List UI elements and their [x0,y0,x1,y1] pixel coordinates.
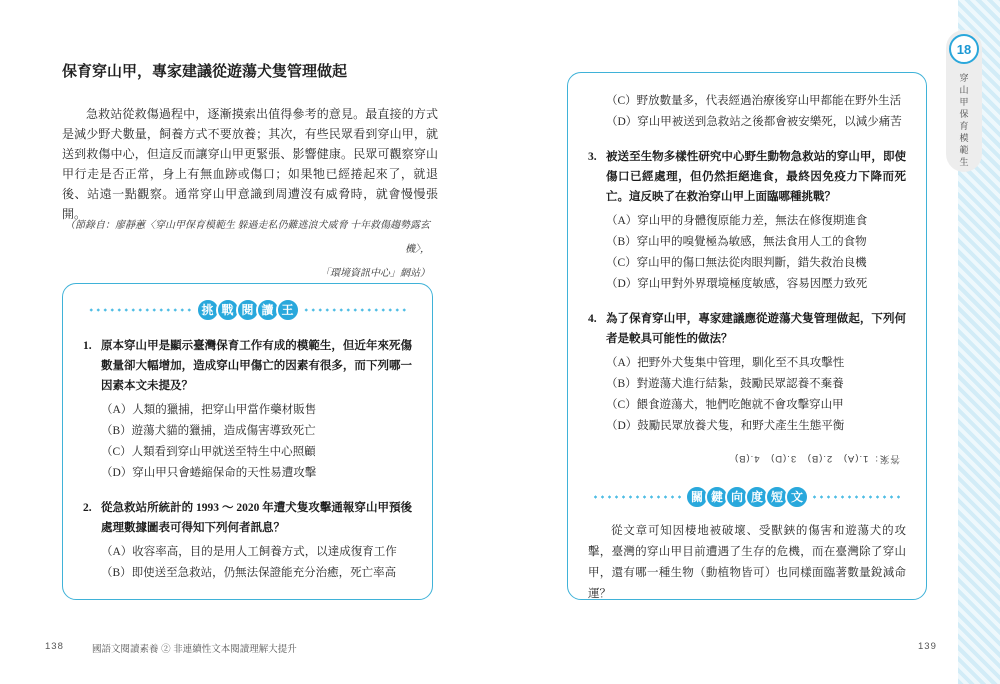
question-4 [588,309,906,437]
option-a: （A）人類的獵捕，把穿山甲當作藥材販售 [101,404,317,416]
dotted-line [813,495,900,499]
unit-number-badge: 18 [949,34,979,64]
badge-char: 閱 [236,298,260,322]
citation-line-1: （節錄自：廖靜蕙〈穿山甲保育模範生 躲過走私仍難逃浪犬威脅 十年救傷趨勢露玄機〉， [65,220,430,255]
option-c: （C）野放數量多，代表經過治療後穿山甲都能在野外生活 [606,95,902,107]
dotted-line [594,495,681,499]
essay-badge [687,485,807,509]
quiz-badge-row [83,298,412,322]
essay-badge-row [588,485,906,509]
option-d: （D）穿山甲只會蜷縮保命的天性易遭攻擊 [101,467,317,479]
option-c: （C）人類看到穿山甲就送至特生中心照顧 [101,446,316,458]
option-c: （C）穿山甲的傷口無法從肉眼判斷，錯失救治良機 [606,257,867,269]
quiz-box-right [567,72,927,600]
essay-prompt: 從文章可知因棲地被破壞、受獸鋏的傷害和遊蕩犬的攻擊，臺灣的穿山甲目前遭遇了生存的危機，而在臺灣除了穿山甲，還有哪一種生物（動植物皆可）也同樣面臨著數量銳減命運？ [588,525,906,600]
badge-char: 王 [276,298,300,322]
question-stem: 為了保育穿山甲，專家建議應從遊蕩犬隻管理做起，下列何者是較具可能性的做法？ [606,313,906,345]
question-stem: 從急救站所統計的 1993 ～ 2020 年遭犬隻攻擊通報穿山甲預後處理數據圖表可得知下列何者訊息？ [101,502,412,534]
badge-char: 鍵 [705,485,729,509]
page-number-right: 139 [918,641,937,652]
badge-char: 度 [745,485,769,509]
question-options [101,542,412,584]
question-stem: 原本穿山甲是顯示臺灣保育工作有成的模範生，但近年來死傷數量卻大幅增加，造成穿山甲傷亡的因素有很多，而下列哪一因素本文未提及？ [101,340,412,392]
article-citation [62,214,430,286]
dotted-line [89,308,192,312]
question-options [101,400,412,484]
option-a: （A）把野外犬隻集中管理，馴化至不具攻擊性 [606,357,845,369]
answer-key-upside-down [588,451,906,469]
question-number: 3. [588,151,597,163]
book-title-footer: 國語文閱讀素養 ② 非連續性文本閱讀理解大提升 [92,644,297,655]
question-options [606,211,906,295]
badge-char: 文 [785,485,809,509]
question-3 [588,147,906,295]
option-b: （B）對遊蕩犬進行結紮，鼓勵民眾認養不棄養 [606,378,844,390]
quiz-box-left [62,283,433,600]
badge-char: 戰 [216,298,240,322]
option-d: （D）穿山甲被送到急救站之後都會被安樂死，以減少痛苦 [606,116,902,128]
question-1 [83,336,412,484]
question-2 [83,498,412,584]
unit-tab [946,30,982,172]
question-number: 1. [83,340,92,352]
badge-char: 向 [725,485,749,509]
dotted-line [304,308,407,312]
article-paragraph: 急救站從救傷過程中，逐漸摸索出值得參考的意見。最直接的方式是減少野犬數量，飼養方式不要放養；其次，有些民眾看到穿山甲，就送到救傷中心，但這反而讓穿山甲更緊張、影響健康。民眾可觀察穿山甲行走是否正常，身上有無血跡或傷口；如果牠已經捲起來了，就退後、站遠一點觀察。通常穿山甲意識到周遭沒有威脅時，就會慢慢張開。 [62,107,438,221]
answer-key-text: 答案：1.(A) 2.(B) 3.(D) 4.(B) [734,453,900,464]
unit-title-vertical: 穿山甲保育模範生 [958,73,969,169]
option-d: （D）穿山甲對外界環境極度敏感，容易因壓力致死 [606,278,868,290]
option-c: （C）餵食遊蕩犬，牠們吃飽就不會攻擊穿山甲 [606,399,844,411]
citation-line-2: 「環境資訊中心」網站） [320,268,430,279]
page-number-left: 138 [45,641,64,652]
question-2-options-continued [588,91,906,133]
badge-char: 挑 [196,298,220,322]
badge-char: 關 [685,485,709,509]
question-stem: 被送至生物多樣性研究中心野生動物急救站的穿山甲，即使傷口已經處理，但仍然拒絕進食，最終因免疫力下降而死亡。這反映了在救治穿山甲上面臨哪種挑戰？ [606,151,906,203]
option-a: （A）穿山甲的身體復原能力差，無法在修復期進食 [606,215,868,227]
option-b: （B）即使送至急救站，仍無法保證能充分治癒，死亡率高 [101,567,397,579]
question-options [606,353,906,437]
badge-char: 讀 [256,298,280,322]
option-b: （B）穿山甲的嗅覺極為敏感，無法食用人工的食物 [606,236,867,248]
badge-char: 短 [765,485,789,509]
option-a: （A）收容率高，目的是用人工飼養方式，以達成復育工作 [101,546,397,558]
question-number: 2. [83,502,92,514]
option-b: （B）遊蕩犬貓的獵捕，造成傷害導致死亡 [101,425,316,437]
question-number: 4. [588,313,597,325]
quiz-badge [198,298,298,322]
option-d: （D）鼓勵民眾放養犬隻，和野犬產生生態平衡 [606,420,845,432]
article-title: 保育穿山甲，專家建議從遊蕩犬隻管理做起 [62,63,348,80]
